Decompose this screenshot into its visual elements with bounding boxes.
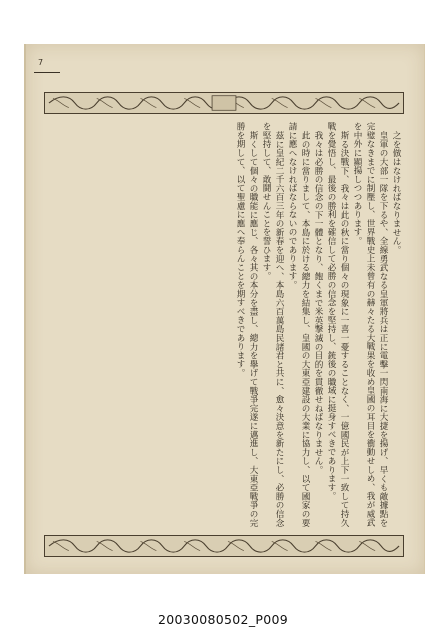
paragraph: 皇軍の大部一隊を下るや、全線勇武なる皇軍將兵は正に電擊一閃南海に大捷を揚げ、早くも敵據點を完璧なきまでに制壓し、世界戰史上未曾有の赫々たる大戰果を收め皇國の耳目を衝動せしめ、我が威武を中外に顯揚しつつあります。 bbox=[352, 122, 388, 527]
scroll-ornament-top bbox=[45, 93, 403, 113]
scroll-ornament-bottom bbox=[45, 536, 403, 556]
paragraph: 我々は必勝の信念の下一體となり、飽くまで米英撃滅の目的を貫徹せねばなりません。 bbox=[313, 130, 323, 474]
ornamental-border-top bbox=[44, 92, 404, 114]
paragraph: 斯くして個々の職能に應じ、各々其の本分を盡し、總力を擧げて戰爭完遂に邁進し、大東亞戰爭の完勝を期して、以て聖慮に應へ奉らんことを期すべきであります。 bbox=[235, 122, 258, 527]
paragraph: 之を倣はなければなりません。 bbox=[391, 130, 401, 254]
page-number: 7 bbox=[38, 58, 44, 67]
page-number-rule bbox=[34, 72, 60, 73]
ornamental-border-bottom bbox=[44, 535, 404, 557]
archive-caption: 20030080502_P009 bbox=[158, 612, 288, 627]
body-text bbox=[48, 122, 402, 528]
paragraph: 茲に皇紀二千六百三年の新春を迎へ、本島六百萬島民諸君と共に、愈々決意を新たにし、必勝の信念を堅持して、敢鬪せんことを誓ひます。 bbox=[261, 122, 284, 527]
paragraph: 此の時に當りまして、本島に於ける總力を結集し、皇國の大東亞建設の大業に協力し、以て國家の要請に應へなければならないのであります。 bbox=[287, 122, 310, 527]
paragraph: 斯る決戰下、我々は此の秋に當り個々の現象に一喜一憂することなく、一億國民が上下一致して持久戰を覺悟し、最後の勝利を確信して必勝の信念を堅持し、銃後の職域に挺身すべきであります。 bbox=[326, 122, 349, 527]
